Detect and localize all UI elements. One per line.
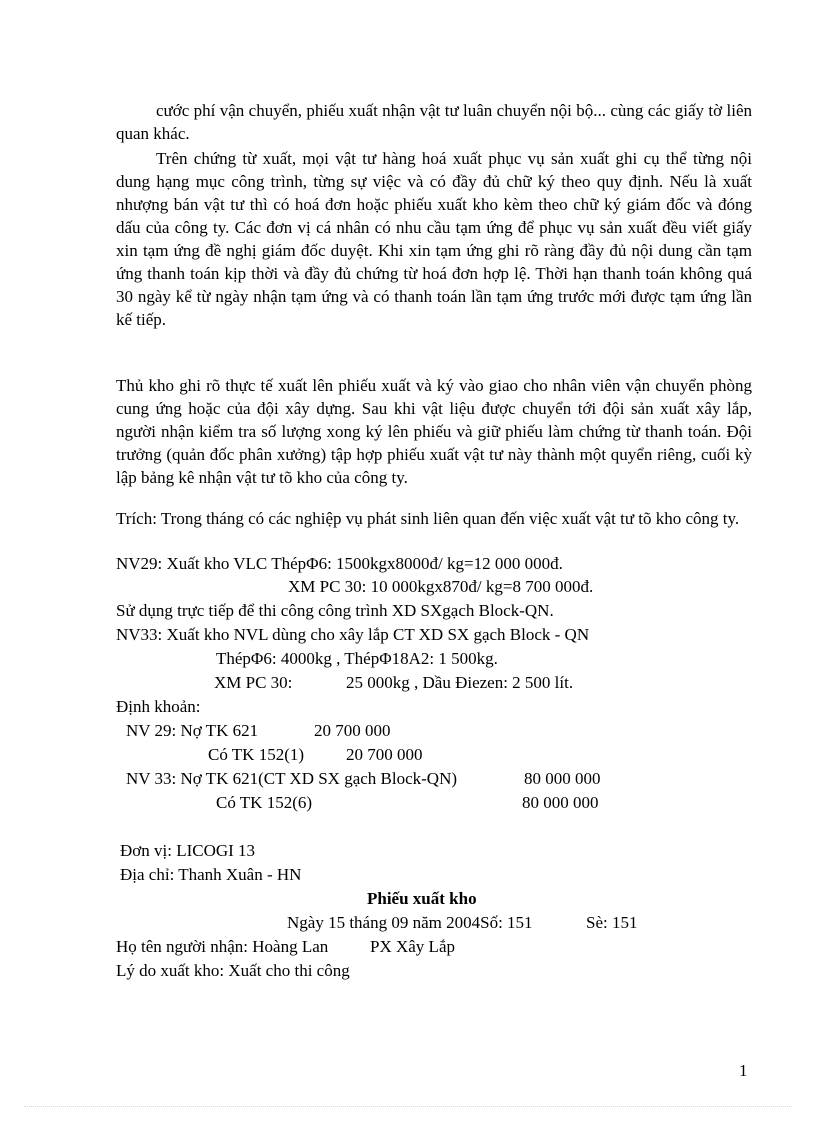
voucher-address: Địa chỉ: Thanh Xuân - HN xyxy=(120,865,302,884)
nv33-line-2: ThépΦ6: 4000kg , ThépΦ18A2: 1 500kg. xyxy=(216,649,498,668)
nv29-debit-amount: 20 700 000 xyxy=(314,721,391,740)
paragraph-export-vouchers: Trên chứng từ xuất, mọi vật tư hàng hoá xuất phục vụ sản xuất ghi cụ thể từng nội dung hạng mục công trình, từng sự việc và có đầy đủ chữ ký theo quy định. Nếu là xuất nhượng bán vật tư thì có hoá đơn hoặc phiếu xuất kho kèm theo chữ ký giám đốc và đóng dấu của công ty. Các đơn vị cá nhân có nhu cầu tạm ứng để phục vụ sản xuất đều viết giấy xin tạm ứng đề nghị giám đốc duyệt. Khi xin tạm ứng ghi rõ ràng đầy đủ nội dung cần tạm ứng thanh toán kịp thời và đầy đủ chứng từ hoá đơn hợp lệ. Thời hạn thanh toán không quá 30 ngày kể từ ngày nhận tạm ứng và có thanh toán lần tạm ứng trước mới được tạm ứng lần kế tiếp. xyxy=(116,149,752,329)
nv29-debit-label: NV 29: Nợ TK 621 xyxy=(126,721,259,740)
journal-heading: Định khoản: xyxy=(116,697,201,716)
paragraph-storekeeper: Thủ kho ghi rõ thực tế xuất lên phiếu xuất và ký vào giao cho nhân viên vận chuyển phòng cung ứng hoặc của đội xây dựng. Sau khi vật liệu được chuyển tới đội sản xuất xây lắp, người nhận kiểm tra số lượng xong ký lên phiếu và giữ phiếu làm chứng từ thanh toán. Đội trưởng (quản đốc phân xưởng) tập hợp phiếu xuất vật tư này thành một quyển riêng, cuối kỳ lập bảng kê nhận vật tư tõ kho của công ty. xyxy=(116,376,752,487)
page-number: 1 xyxy=(739,1061,748,1080)
nv33-line-1: NV33: Xuất kho NVL dùng cho xây lắp CT XD SX gạch Block - QN xyxy=(116,625,590,644)
voucher-workshop: PX Xây Lắp xyxy=(370,937,455,956)
nv33-debit-label: NV 33: Nợ TK 621(CT XD SX gạch Block-QN) xyxy=(126,769,458,788)
usage-line: Sử dụng trực tiếp để thi công công trình XD SXgạch Block-QN. xyxy=(116,601,554,620)
nv33-line-3b: 25 000kg , Dầu Điezen: 2 500 lít. xyxy=(346,673,574,692)
nv29-credit-amount: 20 700 000 xyxy=(346,745,423,764)
nv33-debit-amount: 80 000 000 xyxy=(524,769,601,788)
nv29-credit-label: Có TK 152(1) xyxy=(208,745,305,764)
nv33-credit-amount: 80 000 000 xyxy=(522,793,599,812)
nv29-line-2: XM PC 30: 10 000kgx870đ/ kg=8 700 000đ. xyxy=(288,577,594,596)
voucher-receiver: Họ tên người nhận: Hoàng Lan xyxy=(116,937,329,956)
nv29-line-1: NV29: Xuất kho VLC ThépΦ6: 1500kgx8000đ/ kg=12 000 000đ. xyxy=(116,554,563,573)
voucher-reason: Lý do xuất kho: Xuất cho thi công xyxy=(116,961,350,980)
voucher-date: Ngày 15 tháng 09 năm 2004Số: 151 xyxy=(287,913,533,932)
voucher-title: Phiếu xuất kho xyxy=(367,889,477,908)
page-footer-rule xyxy=(24,1106,792,1107)
voucher-unit: Đơn vị: LICOGI 13 xyxy=(120,841,256,860)
paragraph-excerpt: Trích: Trong tháng có các nghiệp vụ phát sinh liên quan đến việc xuất vật tư tõ kho công ty. xyxy=(116,509,740,528)
paragraph-documents: cước phí vận chuyển, phiếu xuất nhận vật tư luân chuyển nội bộ... cùng các giấy tờ liên quan khác. xyxy=(116,101,752,143)
nv33-credit-label: Có TK 152(6) xyxy=(216,793,313,812)
nv33-line-3a: XM PC 30: xyxy=(214,673,293,692)
voucher-series: Sè: 151 xyxy=(586,913,638,932)
